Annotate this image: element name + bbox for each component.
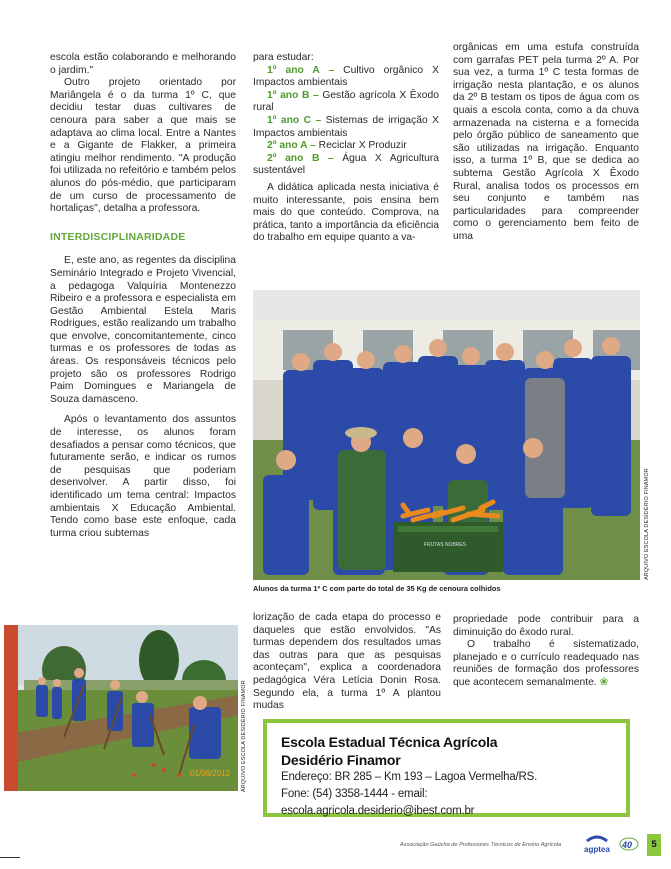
column-3-bottom [453,614,639,690]
paragraph: escola estão colaborando e melhorando o jardim." [50,52,236,76]
page-number: 5 [647,834,661,856]
footer-rule [0,857,20,858]
paragraph: orgânicas em uma estufa construída com garrafas PET pela turma 2º A. Por sua vez, a turma 1º C testa formas de irrigação nesta plantação, e os alunos da 2º B testam os tipos de água com os quais a escola conta, como a da chuva armazenada na cisterna e a fornecida pelo órgão público de saneamento que são utilizadas na irrigação. Enquanto isso, a turma 1º B, que se dedica ao subtema Gestão Agrícola X Êxodo Rural, analisa todos os processos em seu conjunto e também nas particularidades para compreender como o gerenciamento bem feito de uma [453,42,639,242]
school-info-box [263,719,630,817]
svg-text:40: 40 [622,840,633,850]
school-contact: Fone: (54) 3358-1444 - email: escola.agricola.desiderio@ibest.com.br [281,788,475,817]
paragraph: Outro projeto orientado por Mariângela é o da turma 1º C, que decidiu testar duas cultivares de cenoura para saber a que mais se adaptava ao clima local. Entre a Nantes e a Gigante de Flakker, a primeira atingiu melhor rendimento. "A produção foi utilizada no refeitório e também pelos alunos do pós-médio, que participaram de um curso de processamento de hortaliças", detalha a professora. [50,77,236,215]
anniversary-logo-icon [619,836,639,854]
paragraph: A didática aplicada nesta iniciativa é muito interessante, pois ensina bem mais do que conteúdo. Comprova, na prática, tanto a importância da eficiência do trabalho em equipe quanto a va- [253,181,439,244]
column-1 [50,52,236,540]
school-name-line2: Desidério Finamor [281,752,401,768]
section-heading: INTERDISCIPLINARIDADE [50,230,186,243]
paragraph: Após o levantamento dos assuntos de interesse, os alunos foram desafiados a pensar como técnicos, que futuramente serão, e indicar os rumos de pesquisas que poderiam desenvolver. A partir disso, foi identificado um tema central: Impactos ambientais X Educação Ambiental. Tendo como base este enfoque, cada turma criou subtemas [50,414,236,539]
list-item: 1º ano B – Gestão agrícola X Êxodo rural [253,89,439,114]
paragraph: O trabalho é sistematizado, planejado e o currículo readequado nas reuniões de formação dos professores que acontecem semanalmente. ❀ [453,639,639,688]
crate-label: FRUTAS NOBRES [423,542,467,548]
photo-date: 01/06/2012 [190,769,231,778]
photo-students-field [4,625,238,791]
column-2 [253,52,439,245]
svg-text:agptea: agptea [584,845,610,854]
subtheme-list [253,65,439,178]
school-address: Endereço: BR 285 – Km 193 – Lagoa Vermelha/RS. [281,771,538,783]
column-2-bottom [253,612,441,713]
column-3 [453,42,639,244]
paragraph: lorização de cada etapa do processo e daqueles que estão envolvidos. "As turmas dependem dos resultados umas das outras para que as pesquisas aconteçam", explica a coordenadora pedagógica Véra Letícia Donin Rosa. Segundo ela, a turma 1º A plantou mudas [253,612,441,712]
list-item: 2º ano B – Água X Agricultura sustentável [253,152,439,177]
paragraph: para estudar: [253,52,314,63]
agptea-logo-icon [583,834,611,854]
paragraph: propriedade pode contribuir para a diminuição do êxodo rural. [453,614,639,638]
photo-credit-small: ARQUIVO ESCOLA DESIDÉRIO FINAMOR [241,680,247,792]
list-item: 1º ano A – Cultivo orgânico X Impactos ambientais [253,64,439,89]
photo-credit: ARQUIVO ESCOLA DESIDÉRIO FINAMOR [644,468,650,580]
paragraph: E, este ano, as regentes da disciplina Seminário Integrado e Projeto Vivencial, a pedagoga Valquíria Montenezzo Ribeiro e a professora e especialista em Gestão Ambiental Estela Maris Rodrigues, estão realizando um trabalho que envolve, concomitantemente, cinco turmas e os professores de todas as áreas. Os responsáveis técnicos pelo projeto são os professores Rodrigo Paim Domingues e Mariangela de Souza damasceno. [50,255,236,405]
photo-caption: Alunos da turma 1º C com parte do total de 35 Kg de cenoura colhidos [253,584,501,593]
footer-org: Associação Gaúcha de Professores Técnicos de Ensino Agrícola [400,842,562,848]
list-item: 2º ano A – Reciclar X Produzir [267,140,407,152]
school-name: Escola Estadual Técnica Agrícola [281,734,498,750]
photo-students-carrots [253,290,640,580]
list-item: 1º ano C – Sistemas de irrigação X Impactos ambientais [253,114,439,139]
end-mark-icon: ❀ [599,676,609,688]
